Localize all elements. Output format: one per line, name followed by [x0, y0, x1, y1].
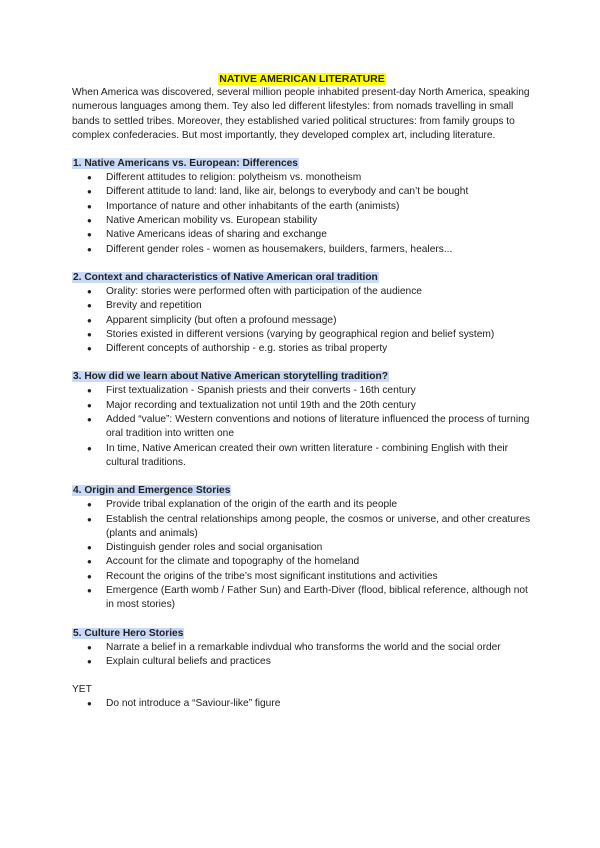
list-item: ● Native American mobility vs. European stability	[106, 214, 532, 228]
list-item: ● Recount the origins of the tribe’s most significant institutions and activities	[106, 570, 532, 584]
title-text: NATIVE AMERICAN LITERATURE	[219, 73, 385, 85]
section-heading: 3. How did we learn about Native American storytelling tradition?	[73, 371, 388, 383]
list-item: ● Emergence (Earth womb / Father Sun) and Earth-Diver (flood, biblical reference, although not in most stories)	[106, 584, 532, 613]
list-item: ● Brevity and repetition	[106, 299, 532, 313]
section-heading: 1. Native Americans vs. European: Differences	[73, 158, 298, 170]
bullet-list	[72, 285, 532, 356]
list-item: ● Explain cultural beliefs and practices	[106, 655, 532, 669]
list-item: ● Different attitude to land: land, like air, belongs to everybody and can’t be bought	[106, 185, 532, 199]
list-item: ● Different concepts of authorship - e.g. stories as tribal property	[106, 342, 532, 356]
list-item: ● Do not introduce a “Saviour-like” figure	[106, 697, 532, 711]
section-culture-hero	[72, 627, 532, 670]
list-item: ● Added “value”: Western conventions and notions of literature influenced the process of turning oral tradition into written one	[106, 413, 532, 442]
bullet-list	[72, 641, 532, 670]
document-page	[72, 72, 532, 712]
bullet-list	[72, 697, 532, 711]
list-item: ● Native Americans ideas of sharing and exchange	[106, 228, 532, 242]
intro-paragraph: When America was discovered, several million people inhabited present-day North America, speaking numerous languages among them. Tey also led different lifestyles: from nomads travelling in small bands to settled tribes. Moreover, they established varied political structures: from family groups to complex confederacies. But most importantly, they developed complex art, including literature.	[72, 87, 530, 141]
bullet-list	[72, 498, 532, 612]
list-item: ● Distinguish gender roles and social organisation	[106, 541, 532, 555]
list-item: ● Orality: stories were performed often with participation of the audience	[106, 285, 532, 299]
section-heading: 5. Culture Hero Stories	[73, 627, 184, 639]
list-item: ● First textualization - Spanish priests and their converts - 16th century	[106, 384, 532, 398]
section-oral-tradition	[72, 271, 532, 356]
section-differences	[72, 157, 532, 257]
yet-label: YET	[72, 684, 92, 696]
section-heading: 2. Context and characteristics of Native American oral tradition	[73, 271, 378, 283]
bullet-list	[72, 171, 532, 257]
section-storytelling	[72, 370, 532, 470]
list-item: ● Different attitudes to religion: polytheism vs. monotheism	[106, 171, 532, 185]
bullet-list	[72, 384, 532, 470]
list-item: ● Major recording and textualization not until 19th and the 20th century	[106, 399, 532, 413]
list-item: ● Different gender roles - women as housemakers, builders, farmers, healers...	[106, 243, 532, 257]
list-item: ● Account for the climate and topography of the homeland	[106, 555, 532, 569]
list-item: ● In time, Native American created their own written literature - combining English with their cultural traditions.	[106, 442, 532, 471]
section-heading: 4. Origin and Emergence Stories	[73, 485, 231, 497]
list-item: ● Importance of nature and other inhabitants of the earth (animists)	[106, 200, 532, 214]
list-item: ● Narrate a belief in a remarkable indivdual who transforms the world and the social order	[106, 641, 532, 655]
list-item: ● Stories existed in different versions (varying by geographical region and belief system)	[106, 328, 532, 342]
document-title	[72, 72, 532, 86]
list-item: ● Apparent simplicity (but often a profound message)	[106, 314, 532, 328]
list-item: ● Provide tribal explanation of the origin of the earth and its people	[106, 498, 532, 512]
section-origin-stories	[72, 484, 532, 612]
list-item: ● Establish the central relationships among people, the cosmos or universe, and other creatures (plants and animals)	[106, 513, 532, 542]
